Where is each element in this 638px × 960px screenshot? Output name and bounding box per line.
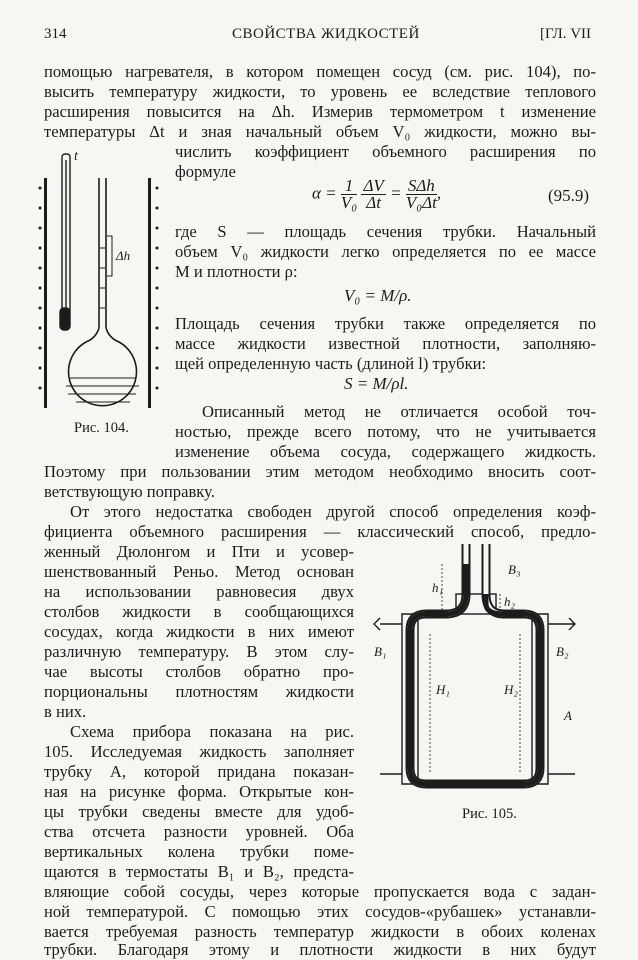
text-line: Схема прибора показана на рис. [70, 722, 354, 741]
tube-a [410, 544, 540, 784]
text-line: щаются в термостаты B₁ и B₂, предста- [44, 862, 354, 881]
thermometer [60, 154, 70, 330]
text-line: M и плотности ρ: [175, 262, 298, 281]
label-h1: h₁ [432, 580, 444, 595]
text-line: цы трубки сведены вместе для удоб- [44, 802, 354, 821]
figure-105 [370, 534, 600, 804]
text-line: расширения повысится на Δh. Измерив термометром t изменение [44, 102, 596, 121]
text-line: ства отсчета разности уровней. Оба [44, 822, 354, 841]
equation-95-9: α = $\frac{1}{\text{V₀}}$ $\frac{\Delta V}{\Delta t}$ = $\frac{\text{SΔh}}{\text{V₀Δt}}$ , [312, 176, 442, 212]
text-line: объем V₀ жидкости легко определяется по ее массе [175, 242, 596, 261]
label-t: t [74, 149, 78, 164]
text-line: трубку A, которой придана показан- [44, 762, 354, 781]
label-H1: H₁ [436, 682, 450, 697]
text-line: вается требуемая разность температур жидкости в обоих коленах [44, 922, 596, 941]
figure-105-caption: Рис. 105. [462, 806, 517, 822]
text-line: высить температуру жидкости, то уровень ее вследствие теплового [44, 82, 596, 101]
text-line: формуле [175, 162, 236, 181]
text-line: Описанный метод не отличается особой точ- [202, 402, 596, 421]
text-line: ная на рисунке форма. Открытые кон- [44, 782, 354, 801]
text-line: трубки. Благодаря этому и плотности жидкости в них будут [44, 940, 596, 959]
flask [66, 178, 139, 406]
text-line: ветствующую поправку. [44, 482, 215, 501]
text-line: вертикальных колена трубки поме- [44, 842, 354, 861]
text-line: вляющие собой сосуды, через которые пропускается вода с задан- [44, 882, 596, 901]
text-line: щей определенную часть (длиной l) трубки: [175, 354, 487, 373]
label-dh: Δh [116, 248, 131, 263]
text-line: помощью нагревателя, в котором помещен сосуд (см. рис. 104), по- [44, 62, 596, 81]
text-line: фициента объемного расширения — классический способ, предло- [44, 522, 596, 541]
figure-104 [36, 148, 166, 418]
heater-wall-left [44, 178, 47, 408]
label-B1: B₁ [374, 644, 387, 659]
text-line: чае высоты столбов обратно про- [44, 662, 354, 681]
text-line: ностью, прежде всего потому, что не учитывается [175, 422, 596, 441]
text-line: изменение объема сосуда, содержащего жидкость. [175, 442, 596, 461]
text-line: От этого недостатка свободен другой способ определения коэф- [70, 502, 596, 521]
text-line: где S — площадь сечения трубки. Начальный [175, 222, 596, 241]
text-line: температуры Δt и зная начальный объем V₀ жидкости, можно вы- [44, 122, 596, 141]
label-B3: B₃ [508, 562, 521, 577]
equation-s: S = M/ρl. [344, 374, 409, 393]
text-line: женный Дюлонгом и Пти и усовер- [44, 542, 354, 561]
text-line: в них. [44, 702, 87, 721]
text-line: на использовании равновесия двух [44, 582, 354, 601]
equation-v0: V₀ = M/ρ. [344, 286, 412, 305]
text-line: Поэтому при пользовании этим методом необходимо вносить соот- [44, 462, 596, 481]
text-line: ной температурой. С помощью этих сосудов-«рубашек» устанавли- [44, 902, 596, 921]
text-line: различную температуру. В этом слу- [44, 642, 354, 661]
page-number: 314 [44, 26, 67, 42]
label-B2: B₂ [556, 644, 569, 659]
text-line: массе жидкости известной плотности, заполняю- [175, 334, 596, 353]
label-A: A [564, 708, 572, 723]
text-line: Площадь сечения трубки также определяется по [175, 314, 596, 333]
label-h2: h₂ [504, 594, 516, 609]
text-line: 105. Исследуемая жидкость заполняет [44, 742, 354, 761]
text-line: столбов жидкости в сообщающихся [44, 602, 354, 621]
text-line: порциональны плотностям жидкости [44, 682, 354, 701]
equation-number: (95.9) [548, 186, 590, 205]
text-line: числить коэффициент объемного расширения по [175, 142, 596, 161]
text-line: сосудах, когда жидкости в них имеют [44, 622, 354, 641]
figure-104-caption: Рис. 104. [74, 420, 129, 436]
chapter-label: [ГЛ. VII [540, 26, 592, 42]
label-H2: H₂ [504, 682, 518, 697]
heater-wall-right [148, 178, 151, 408]
running-title: СВОЙСТВА ЖИДКОСТЕЙ [232, 26, 420, 42]
text-line: шенствованный Реньо. Метод основан [44, 562, 354, 581]
